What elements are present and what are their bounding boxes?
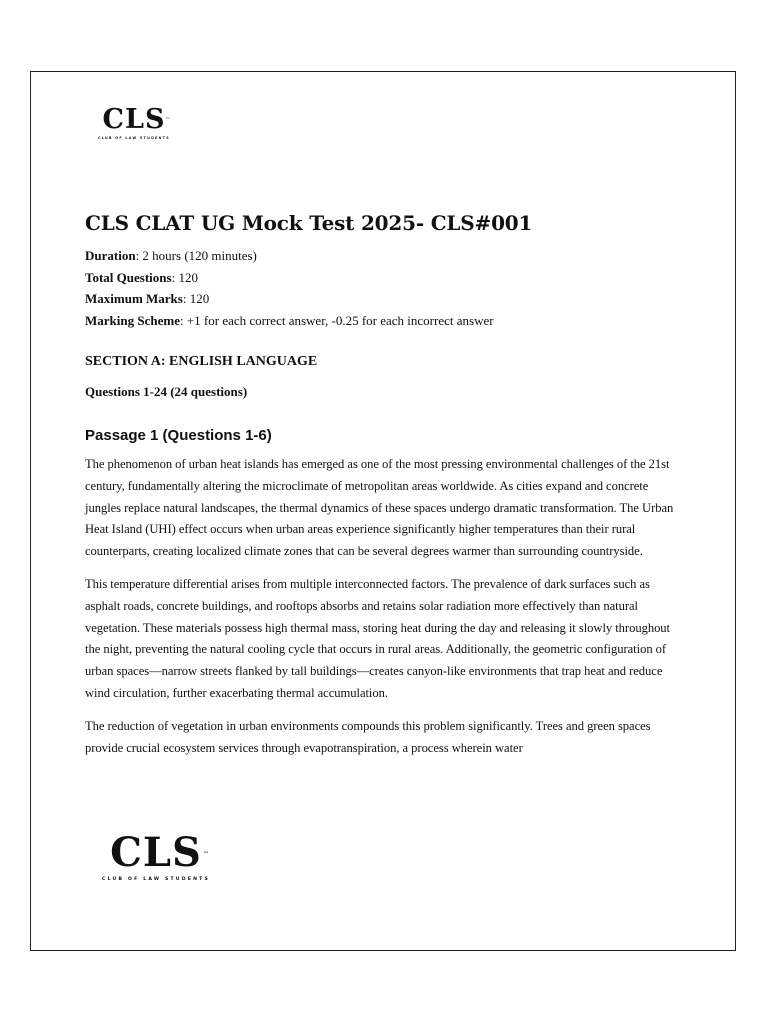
passage-paragraph: The reduction of vegetation in urban environments compounds this problem significantly. Trees and green spaces provide crucial ecosystem services through evapotranspiration, a process wherein water xyxy=(85,718,651,755)
passage-heading: Passage 1 (Questions 1-6) xyxy=(85,427,272,444)
meta-value: : +1 for each correct answer, -0.25 for each incorrect answer xyxy=(179,312,494,328)
passage-paragraph: This temperature differential arises from multiple interconnected factors. The prevalence of dark surfaces such as asphalt roads, concrete buildings, and rooftops absorbs and retains solar radiation more effectively than natural vegetation. These materials possess high thermal mass, storing heat during the day and releasing it slowly throughout the night, preventing the natural cooling cycle that occurs in rural areas. Additionally, the geometric configuration of urban spaces—narrow streets flanked by tall buildings—creates canyon-like environments that trap heat and reduce wind circulation, further exacerbating thermal accumulation. xyxy=(85,576,671,700)
meta-value: : 120 xyxy=(182,291,210,306)
trademark-symbol: ™ xyxy=(202,851,210,858)
meta-label: Duration xyxy=(85,248,136,263)
meta-label: Total Questions xyxy=(85,269,172,285)
duration-row xyxy=(85,245,675,267)
logo-wordmark: CLS ™ xyxy=(102,104,172,135)
questions-range: Questions 1-24 (24 questions) xyxy=(85,384,248,399)
meta-label: Marking Scheme xyxy=(85,312,180,328)
meta-value: : 2 hours (120 minutes) xyxy=(135,248,257,263)
marking-scheme-row xyxy=(85,310,675,332)
passage-paragraph: The phenomenon of urban heat islands has emerged as one of the most pressing environmental challenges of the 21st century, fundamentally altering the microclimate of metropolitan areas worldwide. As cities expand and concrete jungles replace natural landscapes, the thermal dynamics of these spaces undergo dramatic transformation. The Urban Heat Island (UHI) effect occurs when urban areas experience significantly higher temperatures than their rural counterparts, creating localized climate zones that can be several degrees warmer than surrounding countryside. xyxy=(85,457,674,559)
total-questions-row xyxy=(85,267,675,289)
meta-value: : 120 xyxy=(171,269,198,285)
maximum-marks-row xyxy=(85,288,675,310)
meta-label: Maximum Marks xyxy=(85,291,183,306)
trademark-symbol: ™ xyxy=(165,117,172,123)
logo-tagline: CLUB OF LAW STUDENTS xyxy=(98,136,170,140)
logo-wordmark: CLS ™ xyxy=(110,829,210,876)
document-body xyxy=(85,205,675,759)
section-heading: SECTION A: ENGLISH LANGUAGE xyxy=(85,354,318,369)
test-details xyxy=(85,245,675,331)
logo-tagline: CLUB OF LAW STUDENTS xyxy=(102,877,210,882)
cls-logo-header xyxy=(88,105,180,140)
document-title: CLS CLAT UG Mock Test 2025- CLS#001 xyxy=(85,211,533,235)
cls-logo-footer xyxy=(88,830,224,882)
